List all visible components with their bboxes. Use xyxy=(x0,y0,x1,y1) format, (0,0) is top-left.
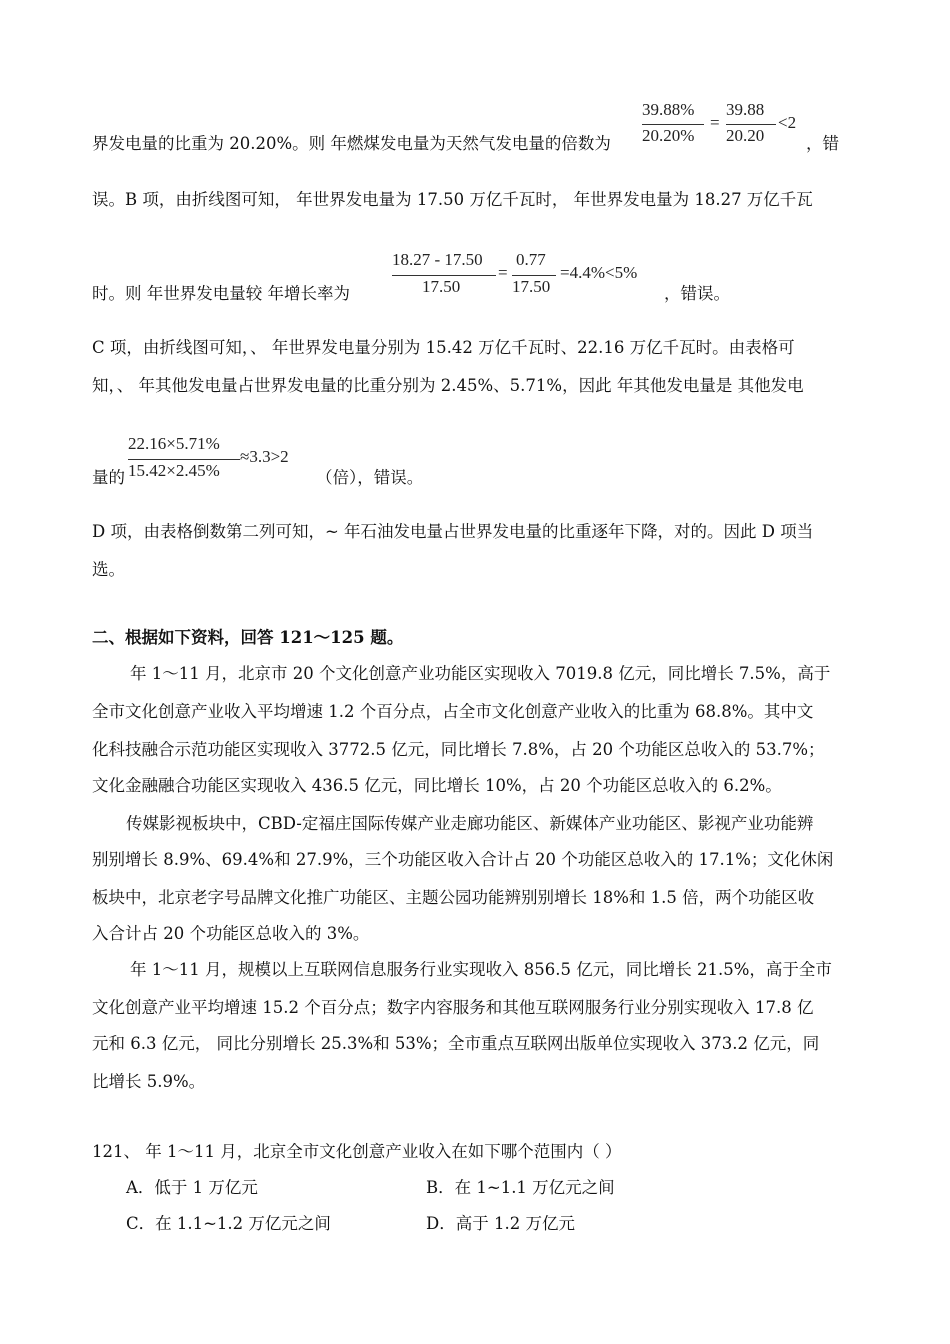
fraction-bar xyxy=(642,124,704,125)
paragraph-2-line-4: 入合计占 20 个功能区总收入的 3%。 xyxy=(92,924,370,943)
paragraph-2-line-2: 别别增长 8.9%、69.4%和 27.9%，三个功能区收入合计占 20 个功能区总收入的 17.1%；文化休闲 xyxy=(92,850,834,869)
paragraph-3-line-3: 元和 6.3 亿元， 同比分别增长 25.3%和 53%；全市重点互联网出版单位实现收入 373.2 亿元，同 xyxy=(92,1034,820,1053)
explanation-line-6-tail: （倍），错误。 xyxy=(316,468,424,487)
equals-sign: = xyxy=(498,263,508,282)
paragraph-3-line-4: 比增长 5.9%。 xyxy=(92,1072,206,1091)
paragraph-2-line-1: 传媒影视板块中，CBD-定福庄国际传媒产业走廊功能区、新媒体产业功能区、影视产业功能辨 xyxy=(126,814,814,833)
fraction-denominator-2: 20.20 xyxy=(726,126,765,145)
fraction-other-ratio xyxy=(128,434,318,484)
paragraph-1-line-2: 全市文化创意产业收入平均增速 1.2 个百分点，占全市文化创意产业收入的比重为 68.8%。其中文 xyxy=(92,702,814,721)
comparison: <2 xyxy=(778,113,797,132)
fraction-bar-2 xyxy=(512,275,556,276)
explanation-line-2: 误。B 项，由折线图可知， 年世界发电量为 17.50 万亿千瓦时， 年世界发电量为 18.27 万亿千瓦 xyxy=(92,190,813,209)
paragraph-3-line-2: 文化创意产业平均增速 15.2 个百分点；数字内容服务和其他互联网服务行业分别实现收入 17.8 亿 xyxy=(92,998,814,1017)
explanation-line-3: 时。则 年世界发电量较 年增长率为 xyxy=(92,284,350,303)
fraction-numerator-2: 0.77 xyxy=(516,250,546,269)
explanation-line-1-tail: ，错 xyxy=(806,134,839,153)
section-heading: 二、根据如下资料，回答 121～125 题。 xyxy=(92,628,404,647)
paragraph-3-line-1: 年 1～11 月，规模以上互联网信息服务行业实现收入 856.5 亿元，同比增长 21.5%，高于全市 xyxy=(130,960,832,979)
fraction-denominator: 17.50 xyxy=(422,277,461,296)
question-stem: 121、 年 1～11 月，北京全市文化创意产业收入在如下哪个范围内（ ） xyxy=(92,1142,622,1161)
option-d[interactable]: D．高于 1.2 万亿元 xyxy=(426,1214,575,1233)
fraction-bar xyxy=(128,459,240,460)
option-b[interactable]: B．在 1~1.1 万亿元之间 xyxy=(426,1178,615,1197)
paragraph-1-line-4: 文化金融融合功能区实现收入 436.5 亿元，同比增长 10%，占 20 个功能区总收入的 6.2%。 xyxy=(92,776,782,795)
explanation-line-7: D 项，由表格倒数第二列可知，~ 年石油发电量占世界发电量的比重逐年下降，对的。因此 D 项当 xyxy=(92,522,814,541)
paragraph-1-line-3: 化科技融合示范功能区实现收入 3772.5 亿元，同比增长 7.8%，占 20 个功能区总收入的 53.7%； xyxy=(92,740,825,759)
fraction-numerator-2: 39.88 xyxy=(726,100,765,119)
fraction-numerator: 22.16×5.71% xyxy=(128,434,220,453)
fraction-denominator: 15.42×2.45% xyxy=(128,461,220,480)
fraction-numerator: 39.88% xyxy=(642,100,695,119)
fraction-coal-gas-ratio xyxy=(640,100,810,150)
paragraph-2-line-3: 板块中，北京老字号品牌文化推广功能区、主题公园功能辨别别增长 18%和 1.5 倍，两个功能区收 xyxy=(92,888,815,907)
option-c[interactable]: C．在 1.1~1.2 万亿元之间 xyxy=(126,1214,331,1233)
paragraph-1-line-1: 年 1～11 月，北京市 20 个文化创意产业功能区实现收入 7019.8 亿元，同比增长 7.5%，高于 xyxy=(130,664,831,683)
fraction-denominator: 20.20% xyxy=(642,126,695,145)
fraction-growth-rate xyxy=(392,250,692,300)
fraction-bar-2 xyxy=(726,124,776,125)
explanation-line-3-tail: ，错误。 xyxy=(664,284,730,303)
explanation-line-5: 知，、 年其他发电量占世界发电量的比重分别为 2.45%、5.71%，因此 年其他发电量是 其他发电 xyxy=(92,376,804,395)
result: ≈3.3>2 xyxy=(240,447,289,466)
result: =4.4%<5% xyxy=(560,263,638,282)
fraction-bar xyxy=(392,275,496,276)
fraction-numerator: 18.27 - 17.50 xyxy=(392,250,483,269)
option-a[interactable]: A．低于 1 万亿元 xyxy=(126,1178,258,1197)
explanation-line-4: C 项，由折线图可知，、 年世界发电量分别为 15.42 万亿千瓦时、22.16 万亿千瓦时。由表格可 xyxy=(92,338,795,357)
explanation-line-8: 选。 xyxy=(92,560,125,579)
explanation-line-6: 量的 xyxy=(92,468,125,487)
equals-sign: = xyxy=(710,113,720,132)
explanation-line-1: 界发电量的比重为 20.20%。则 年燃煤发电量为天然气发电量的倍数为 xyxy=(92,134,611,153)
fraction-denominator-2: 17.50 xyxy=(512,277,551,296)
